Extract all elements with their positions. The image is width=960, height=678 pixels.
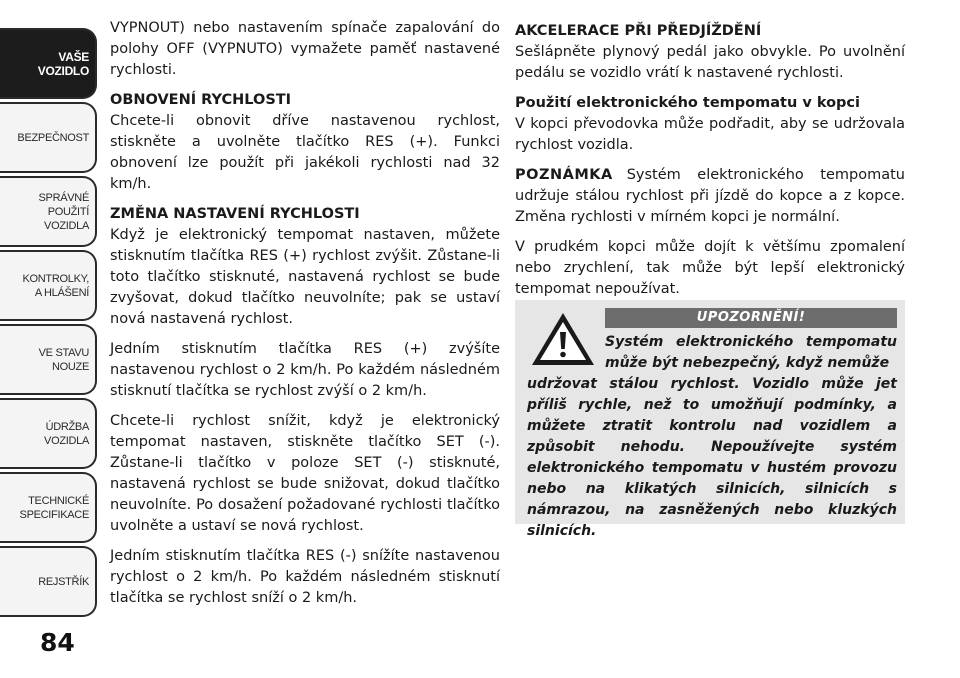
heading-tempomat-v-kopci: Použití elektronického tempomatu v kopci [515, 95, 860, 111]
tab-bezpecnost[interactable]: BEZPEČNOST [0, 102, 97, 173]
warning-title: UPOZORNĚNÍ! [605, 308, 897, 328]
tab-kontrolky-a-hlaseni[interactable]: KONTROLKY, A HLÁŠENÍ [0, 250, 97, 321]
tab-spravne-pouziti-vozidla[interactable]: SPRÁVNÉ POUŽITÍ VOZIDLA [0, 176, 97, 247]
warning-text-rest: udržovat stálou rychlost. Vozidlo může jet příliš rychle, než to umožňují podmínky, a můžete ztratit kontrolu nad vozidlem a způsobit nehodu. Nepoužívejte systém elektronického tempomatu v hustém provozu nebo na klikatých silnicích, silnicích s námrazou, na zasněžených nebo kluzkých silnicích. [527, 376, 897, 539]
paragraph-zmena-4: Jedním stisknutím tlačítka RES (-) snížíte nastavenou rychlost o 2 km/h. Po každém následném stisknutí tlačítka se rychlost sníží o 2 km/h. [110, 548, 500, 606]
paragraph-kopec: V kopci převodovka může podřadit, aby se udržovala rychlost vozidla. [515, 116, 905, 153]
note-paragraph [515, 165, 905, 228]
left-column [110, 18, 500, 618]
warning-box [515, 300, 905, 539]
paragraph-akcelerace: Sešlápněte plynový pedál jako obvykle. Po uvolnění pedálu se vozidlo vrátí k nastavené rychlosti. [515, 44, 905, 81]
warning-triangle-icon [529, 310, 597, 368]
paragraph-zmena-1: Když je elektronický tempomat nastaven, můžete stisknutím tlačítka RES (+) rychlost zvýšit. Zůstane-li toto tlačítko stisknuté, nastavená rychlost se bude zvyšovat, dokud tlačítko neuvolníte; pak se ustaví nová nastavená rychlost. [110, 227, 500, 327]
note-text: Systém elektronického tempomatu udržuje stálou rychlost při jízdě do kopce a z kopce. Změna rychlosti v mírném kopci je normální. [515, 167, 905, 225]
tab-udrzba-vozidla[interactable]: ÚDRŽBA VOZIDLA [0, 398, 97, 469]
tab-ve-stavu-nouze[interactable]: VE STAVU NOUZE [0, 324, 97, 395]
intro-paragraph: VYPNOUT) nebo nastavením spínače zapalování do polohy OFF (VYPNUTO) vymažete paměť nastavené rychlosti. [110, 20, 500, 78]
heading-zmena-nastaveni: ZMĚNA NASTAVENÍ RYCHLOSTI [110, 206, 360, 222]
tab-vase-vozidlo[interactable]: VAŠE VOZIDLO [0, 28, 97, 99]
right-column [515, 18, 905, 309]
note-label: POZNÁMKA [515, 167, 613, 183]
warning-text-lead: Systém elektronického tempomatu může být nebezpečný, když nemůže [605, 334, 897, 371]
paragraph-prudky-kopec: V prudkém kopci může dojít k většímu zpomalení nebo zrychlení, tak může být lepší elektronický tempomat nepoužívat. [515, 239, 905, 297]
tab-rejstrik[interactable]: REJSTŘÍK [0, 546, 97, 617]
paragraph-zmena-3: Chcete-li rychlost snížit, když je elektronický tempomat nastaven, stiskněte tlačítko SET (-). Zůstane-li tlačítko v poloze SET (-) stisknuté, nastavená rychlost se bude snižovat, dokud tlačítko neuvolníte. Po dosažení požadované rychlosti tlačítko uvolněte a ustaví se nová rychlost. [110, 413, 500, 534]
tab-technicke-specifikace[interactable]: TECHNICKÉ SPECIFIKACE [0, 472, 97, 543]
paragraph-zmena-2: Jedním stisknutím tlačítka RES (+) zvýšíte nastavenou rychlost o 2 km/h. Po každém následném stisknutí tlačítka se rychlost zvýší o 2 km/h. [110, 341, 500, 399]
heading-akcelerace: AKCELERACE PŘI PŘEDJÍŽDĚNÍ [515, 23, 762, 39]
heading-obnoveni-rychlosti: OBNOVENÍ RYCHLOSTI [110, 92, 292, 108]
page-number: 84 [40, 628, 75, 657]
paragraph-obnoveni: Chcete-li obnovit dříve nastavenou rychlost, stiskněte a uvolněte tlačítko RES (+). Funkci obnovení lze použít při jakékoli rychlosti nad 32 km/h. [110, 113, 500, 192]
